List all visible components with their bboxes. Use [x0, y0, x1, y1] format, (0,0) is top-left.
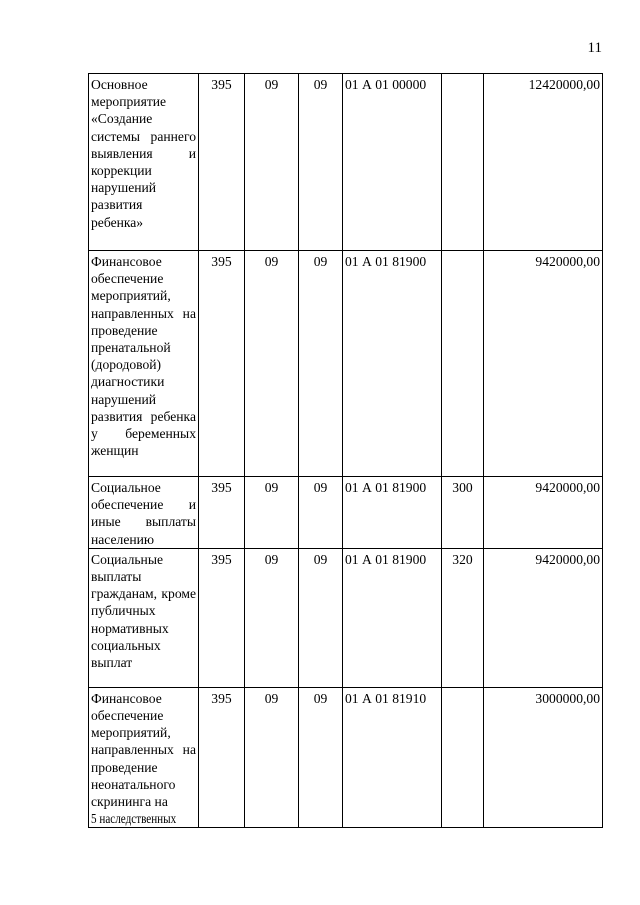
section-code: 09 [245, 251, 299, 477]
grbs-code: 395 [199, 548, 245, 687]
table-row [89, 477, 603, 549]
amount: 12420000,00 [484, 74, 603, 251]
table-row [89, 251, 603, 477]
row-description [89, 687, 199, 828]
section-code: 09 [245, 548, 299, 687]
row-description-continuation: 5 наследственных [91, 811, 177, 827]
grbs-code: 395 [199, 74, 245, 251]
subsection-code: 09 [299, 74, 343, 251]
grbs-code: 395 [199, 687, 245, 828]
row-description: Финансовое обеспечение мероприятий, направленных на проведение пренатальной (дородовой) диагностики нарушений развития ребенка у беременных женщин [89, 251, 199, 477]
subsection-code: 09 [299, 251, 343, 477]
section-code: 09 [245, 477, 299, 549]
page-number: 11 [587, 40, 602, 56]
target-article-code: 01 А 01 81900 [343, 251, 442, 477]
expense-type-code [442, 687, 484, 828]
row-description: Социальные выплаты гражданам, кроме публичных нормативных социальных выплат [89, 548, 199, 687]
target-article-code: 01 А 01 81910 [343, 687, 442, 828]
section-code: 09 [245, 687, 299, 828]
section-code: 09 [245, 74, 299, 251]
row-description: Основное мероприятие «Создание системы раннего выявления и коррекции нарушений развития ребенка» [89, 74, 199, 251]
expense-type-code [442, 251, 484, 477]
subsection-code: 09 [299, 548, 343, 687]
grbs-code: 395 [199, 477, 245, 549]
subsection-code: 09 [299, 687, 343, 828]
subsection-code: 09 [299, 477, 343, 549]
expense-type-code: 320 [442, 548, 484, 687]
amount: 9420000,00 [484, 548, 603, 687]
expense-type-code [442, 74, 484, 251]
target-article-code: 01 А 01 81900 [343, 477, 442, 549]
row-description-text: Финансовое обеспечение мероприятий, направленных на проведение неонатального скрининга на [91, 690, 196, 810]
grbs-code: 395 [199, 251, 245, 477]
amount: 3000000,00 [484, 687, 603, 828]
target-article-code: 01 А 01 00000 [343, 74, 442, 251]
budget-table [88, 73, 603, 828]
table-row [89, 74, 603, 251]
row-description: Социальное обеспечение и иные выплаты населению [89, 477, 199, 549]
amount: 9420000,00 [484, 251, 603, 477]
table-row [89, 548, 603, 687]
expense-type-code: 300 [442, 477, 484, 549]
table-row [89, 687, 603, 828]
amount: 9420000,00 [484, 477, 603, 549]
target-article-code: 01 А 01 81900 [343, 548, 442, 687]
